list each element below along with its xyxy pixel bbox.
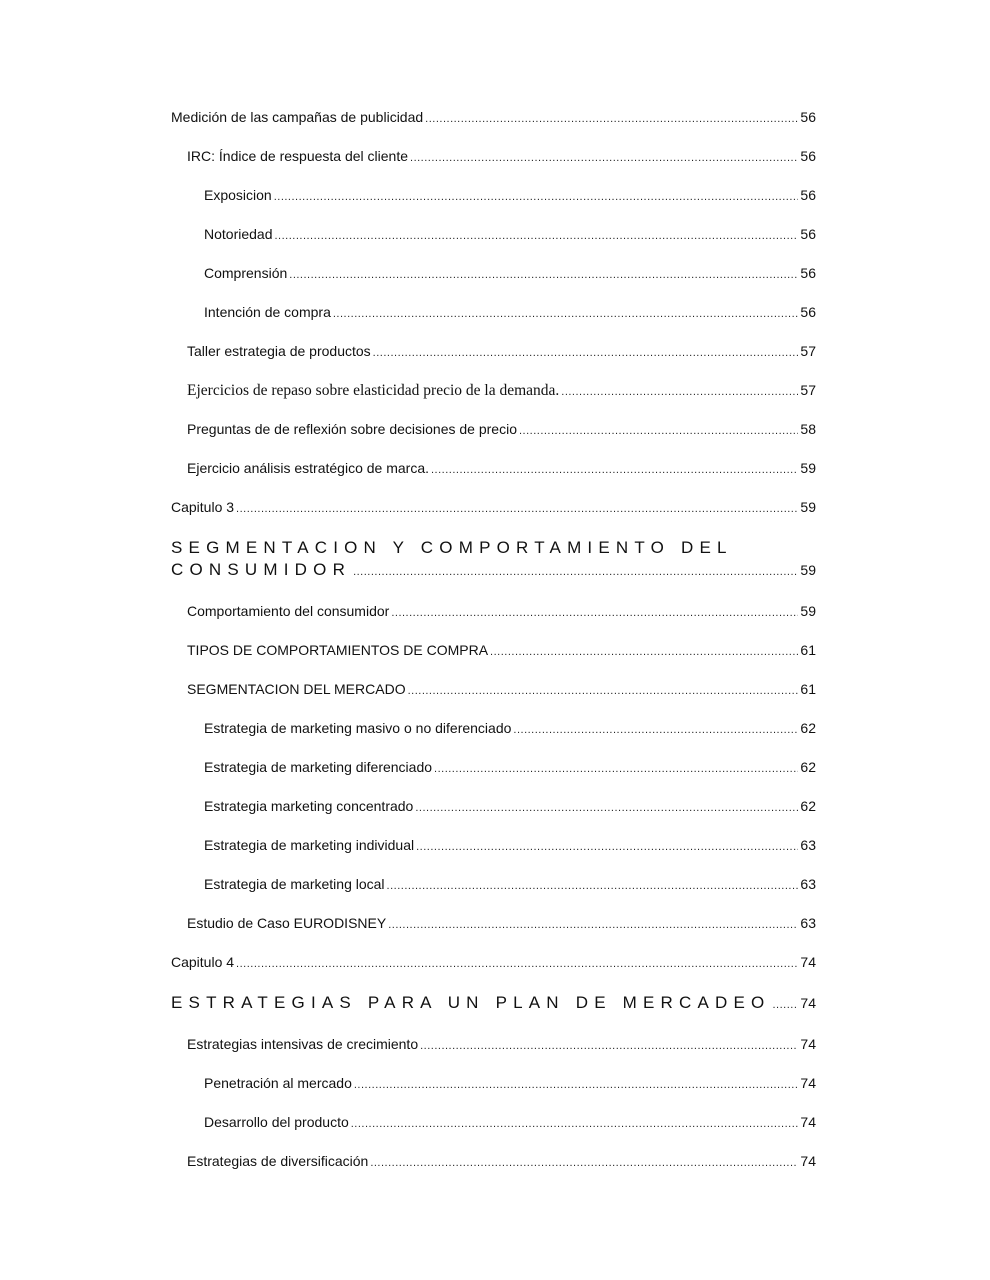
dot-leader (275, 227, 799, 243)
toc-entry[interactable] (171, 758, 816, 776)
dot-leader (274, 188, 799, 204)
toc-entry-title: Estrategias intensivas de crecimiento (187, 1036, 419, 1052)
toc-page-number: 56 (800, 304, 816, 320)
dot-leader (408, 682, 799, 698)
dot-leader (410, 149, 798, 165)
toc-entry-title: Capitulo 4 (171, 954, 235, 970)
toc-entry[interactable] (171, 602, 816, 620)
dot-leader (416, 838, 798, 854)
toc-entry[interactable] (171, 147, 816, 165)
table-of-contents (171, 108, 816, 1191)
toc-entry[interactable] (171, 719, 816, 737)
toc-page-number: 74 (800, 1153, 816, 1169)
dot-leader (289, 266, 798, 282)
toc-entry[interactable] (171, 1074, 816, 1092)
toc-entry[interactable] (171, 641, 816, 659)
dot-leader (354, 1076, 799, 1092)
dot-leader (373, 344, 799, 360)
toc-entry[interactable] (171, 1152, 816, 1170)
toc-entry-title: Comportamiento del consumidor (187, 603, 390, 619)
toc-page-number: 62 (800, 759, 816, 775)
toc-entry-title: Desarrollo del producto (204, 1114, 349, 1130)
toc-entry-title: IRC: Índice de respuesta del cliente (187, 148, 409, 164)
toc-entry[interactable] (171, 1035, 816, 1053)
toc-page-number: 59 (800, 562, 816, 578)
toc-page-number: 56 (800, 187, 816, 203)
toc-page-number: 59 (800, 499, 816, 515)
dot-leader (519, 422, 798, 438)
toc-entry[interactable] (171, 680, 816, 698)
toc-entry-title: Medición de las campañas de publicidad (171, 109, 424, 125)
dot-leader (387, 877, 799, 893)
toc-entry[interactable] (171, 108, 816, 126)
toc-page-number: 62 (800, 720, 816, 736)
toc-entry-title: Estrategia de marketing diferenciado (204, 759, 433, 775)
dot-leader (561, 383, 798, 399)
toc-entry[interactable] (171, 303, 816, 321)
toc-entry-title: TIPOS DE COMPORTAMIENTOS DE COMPRA (187, 642, 489, 658)
dot-leader (351, 1115, 799, 1131)
toc-entry-title: SEGMENTACION DEL MERCADO (187, 681, 406, 697)
dot-leader (388, 916, 798, 932)
toc-entry[interactable] (171, 420, 816, 438)
toc-entry-chapter-title[interactable] (171, 537, 816, 581)
toc-entry-title: Estrategia de marketing masivo o no diferenciado (204, 720, 512, 736)
toc-entry-title: Intención de compra (204, 304, 331, 320)
toc-entry-chapter-title[interactable] (171, 992, 816, 1014)
toc-page-number: 56 (800, 109, 816, 125)
toc-entry[interactable] (171, 836, 816, 854)
toc-page-number: 63 (800, 837, 816, 853)
dot-leader (513, 721, 798, 737)
toc-entry[interactable] (171, 186, 816, 204)
dot-leader (420, 1037, 798, 1053)
toc-entry-chapter[interactable] (171, 498, 816, 516)
dot-leader (370, 1154, 798, 1170)
toc-page-number: 57 (800, 343, 816, 359)
dot-leader (236, 500, 798, 516)
toc-entry-title: Estudio de Caso EURODISNEY (187, 915, 387, 931)
toc-page-number: 63 (800, 876, 816, 892)
dot-leader (415, 799, 798, 815)
toc-entry-title: Penetración al mercado (204, 1075, 352, 1091)
dot-leader (431, 461, 798, 477)
toc-page-number: 56 (800, 148, 816, 164)
toc-entry[interactable] (171, 797, 816, 815)
dot-leader (425, 110, 798, 126)
toc-entry-chapter[interactable] (171, 953, 816, 971)
toc-page-number: 62 (800, 798, 816, 814)
toc-entry-title: Notoriedad (204, 226, 273, 242)
dot-leader (490, 643, 798, 659)
toc-entry-title: Estrategia de marketing individual (204, 837, 415, 853)
toc-page-number: 59 (800, 603, 816, 619)
toc-entry-title: Estrategia de marketing local (204, 876, 385, 892)
toc-page-number: 56 (800, 265, 816, 281)
dot-leader (772, 994, 798, 1014)
toc-page-number: 63 (800, 915, 816, 931)
toc-page-number: 59 (800, 460, 816, 476)
toc-entry-title: Estrategia marketing concentrado (204, 798, 414, 814)
toc-entry-title-line2: CONSUMIDOR (171, 560, 352, 579)
toc-entry[interactable] (171, 264, 816, 282)
toc-entry-title: Estrategias de diversificación (187, 1153, 369, 1169)
toc-entry[interactable] (171, 875, 816, 893)
toc-entry-title: Ejercicio análisis estratégico de marca. (187, 460, 429, 476)
toc-entry[interactable] (171, 342, 816, 360)
toc-entry[interactable] (171, 225, 816, 243)
toc-entry[interactable] (171, 381, 816, 399)
toc-page-number: 74 (800, 1036, 816, 1052)
dot-leader (353, 561, 798, 581)
toc-entry[interactable] (171, 914, 816, 932)
toc-entry-title: Comprensión (204, 265, 288, 281)
toc-entry-title-line1: SEGMENTACION Y COMPORTAMIENTO DEL (171, 538, 733, 557)
toc-page-number: 57 (800, 382, 816, 398)
toc-page-number: 61 (800, 642, 816, 658)
dot-leader (391, 604, 798, 620)
toc-page-number: 74 (800, 1075, 816, 1091)
toc-page-number: 58 (800, 421, 816, 437)
toc-entry-title: ESTRATEGIAS PARA UN PLAN DE MERCADEO (171, 993, 771, 1012)
toc-entry-title: Capitulo 3 (171, 499, 235, 515)
toc-page-number: 56 (800, 226, 816, 242)
toc-page-number: 74 (800, 1114, 816, 1130)
toc-entry[interactable] (171, 1113, 816, 1131)
toc-page-number: 61 (800, 681, 816, 697)
dot-leader (434, 760, 798, 776)
toc-entry-title: Preguntas de de reflexión sobre decisiones de precio (187, 421, 517, 437)
dot-leader (236, 955, 798, 971)
dot-leader (333, 305, 799, 321)
toc-entry-title: Taller estrategia de productos (187, 343, 371, 359)
toc-entry[interactable] (171, 459, 816, 477)
toc-entry-title: Ejercicios de repaso sobre elasticidad precio de la demanda. (187, 382, 560, 399)
toc-entry-title-line2-row (171, 559, 816, 581)
toc-page-number: 74 (800, 954, 816, 970)
toc-entry-title: Exposicion (204, 187, 272, 203)
toc-page-number: 74 (800, 995, 816, 1011)
